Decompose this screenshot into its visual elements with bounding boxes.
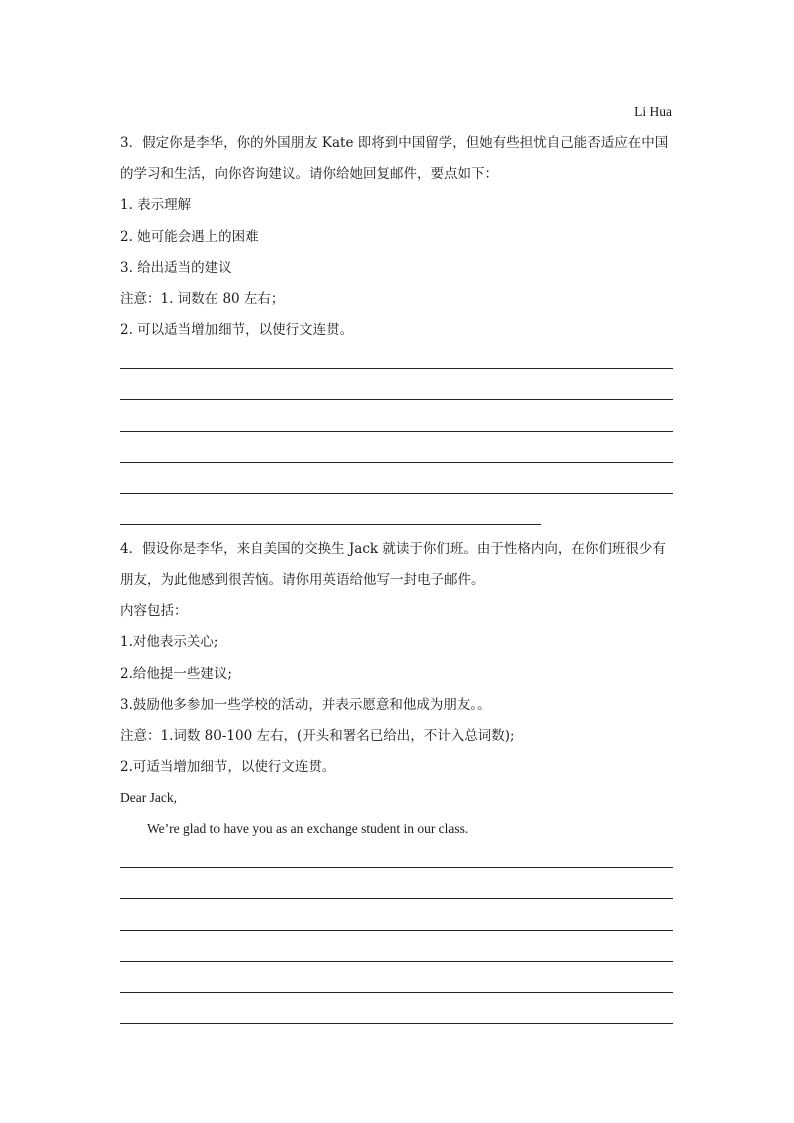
q4-answer-line[interactable] (120, 867, 673, 868)
q3-note-2: 2. 可以适当增加细节，以使行文连贯。 (120, 322, 354, 338)
q4-opening-sentence: We’re glad to have you as an exchange student in our class. (147, 821, 469, 836)
q4-point-1: 1.对他表示关心; (120, 634, 219, 650)
q4-salutation: Dear Jack, (120, 790, 177, 805)
q4-answer-line[interactable] (120, 992, 673, 993)
q3-point-3: 3. 给出适当的建议 (120, 260, 232, 276)
q3-answer-line[interactable] (120, 493, 673, 494)
q3-point-1: 1. 表示理解 (120, 197, 192, 213)
q4-answer-line[interactable] (120, 961, 673, 962)
q3-answer-line[interactable] (120, 524, 541, 525)
q3-point-2: 2. 她可能会遇上的困难 (120, 229, 259, 245)
q4-prompt-line-1: 4．假设你是李华，来自美国的交换生 Jack 就读于你们班。由于性格内向，在你们班很少有 (120, 541, 666, 557)
q3-prompt-line-2: 的学习和生活，向你咨询建议。请你给她回复邮件，要点如下： (120, 166, 498, 182)
q4-point-2: 2.给他提一些建议; (120, 666, 232, 682)
q4-point-3: 3.鼓励他多参加一些学校的活动，并表示愿意和他成为朋友。。 (120, 697, 491, 713)
q3-answer-line[interactable] (120, 399, 673, 400)
q3-answer-line[interactable] (120, 462, 673, 463)
q3-note-1: 注意：1. 词数在 80 左右； (120, 291, 285, 307)
q3-prompt-line-1: 3．假定你是李华，你的外国朋友 Kate 即将到中国留学，但她有些担忧自己能否适应在中国 (120, 135, 669, 151)
signature: Li Hua (634, 104, 672, 119)
q4-answer-line[interactable] (120, 898, 673, 899)
q4-note-1: 注意：1.词数 80-100 左右，(开头和署名已给出，不计入总词数); (120, 728, 515, 744)
q4-answer-line[interactable] (120, 930, 673, 931)
q4-answer-line[interactable] (120, 1023, 673, 1024)
q4-prompt-line-2: 朋友，为此他感到很苦恼。请你用英语给他写一封电子邮件。 (120, 572, 485, 588)
q4-content-heading: 内容包括： (120, 603, 188, 619)
q3-answer-line[interactable] (120, 368, 673, 369)
q4-note-2: 2.可适当增加细节，以使行文连贯。 (120, 759, 336, 775)
q3-answer-line[interactable] (120, 431, 673, 432)
